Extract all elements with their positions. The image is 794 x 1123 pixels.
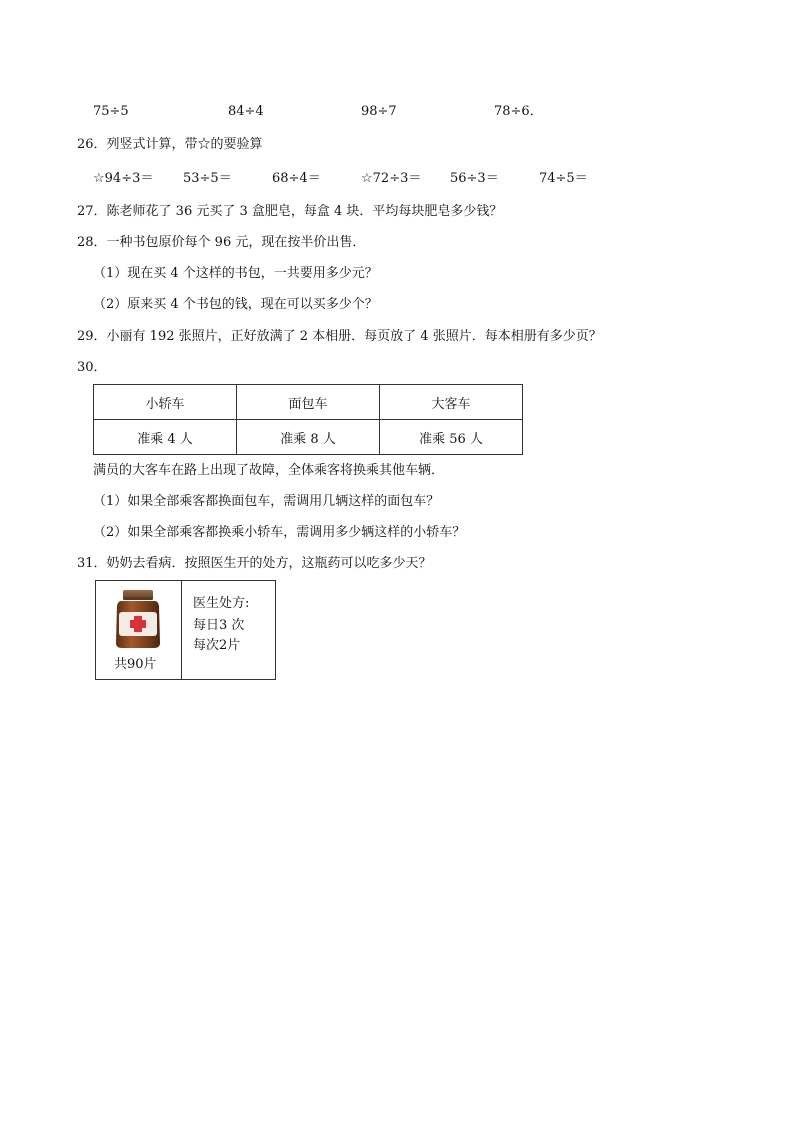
prescription-line-2: 每次2片	[193, 638, 241, 653]
table-header-row	[94, 385, 523, 420]
q28-text: 28．一种书包原价每个 96 元，现在按半价出售．	[77, 235, 366, 250]
q30-sub-1: （1）如果全部乘客都换面包车，需调用几辆这样的面包车？	[93, 494, 440, 509]
q26-item-6: 74÷5＝	[539, 171, 588, 186]
q26-item-1: ☆94÷3＝	[93, 171, 154, 186]
table-header-cell: 面包车	[237, 385, 380, 420]
prescription-box	[95, 580, 276, 680]
medicine-panel	[96, 581, 182, 679]
prescription-panel	[182, 581, 275, 679]
table-cell: 准乘 4 人	[94, 420, 237, 455]
q28-sub-1: （1）现在买 4 个这样的书包，一共要用多少元？	[93, 266, 378, 281]
q30-sub-2: （2）如果全部乘客都换乘小轿车，需调用多少辆这样的小轿车？	[93, 525, 466, 540]
q30-text: 满员的大客车在路上出现了故障，全体乘客将换乘其他车辆．	[93, 463, 445, 478]
table-row	[94, 420, 523, 455]
table-cell: 准乘 8 人	[237, 420, 380, 455]
q26-title: 26．列竖式计算，带☆的要验算	[77, 137, 263, 152]
prescription-line-1: 每日3 次	[193, 618, 245, 633]
prescription-title: 医生处方:	[193, 596, 250, 611]
q26-item-3: 68÷4＝	[272, 171, 321, 186]
q25-item-1: 75÷5	[93, 104, 129, 119]
q29-text: 29．小丽有 192 张照片，正好放满了 2 本相册．每页放了 4 张照片．每本相册有多少页？	[77, 329, 602, 344]
q26-item-2: 53÷5＝	[183, 171, 232, 186]
table-header-cell: 小轿车	[94, 385, 237, 420]
q28-sub-2: （2）原来买 4 个书包的钱，现在可以买多少个？	[93, 297, 378, 312]
q25-item-2: 84÷4	[228, 104, 264, 119]
q31-text: 31．奶奶去看病．按照医生开的处方，这瓶药可以吃多少天？	[77, 556, 432, 571]
table-cell: 准乘 56 人	[380, 420, 523, 455]
q25-item-4: 78÷6．	[494, 104, 543, 119]
vehicle-capacity-table	[93, 384, 523, 455]
table-header-cell: 大客车	[380, 385, 523, 420]
q30-number: 30．	[77, 360, 107, 375]
q25-item-3: 98÷7	[361, 104, 397, 119]
q26-item-5: 56÷3＝	[450, 171, 499, 186]
medicine-bottle-icon	[110, 588, 166, 650]
bottle-label: 共90片	[114, 657, 157, 672]
q27-text: 27．陈老师花了 36 元买了 3 盒肥皂，每盒 4 块．平均每块肥皂多少钱？	[77, 204, 503, 219]
q26-item-4: ☆72÷3＝	[361, 171, 422, 186]
